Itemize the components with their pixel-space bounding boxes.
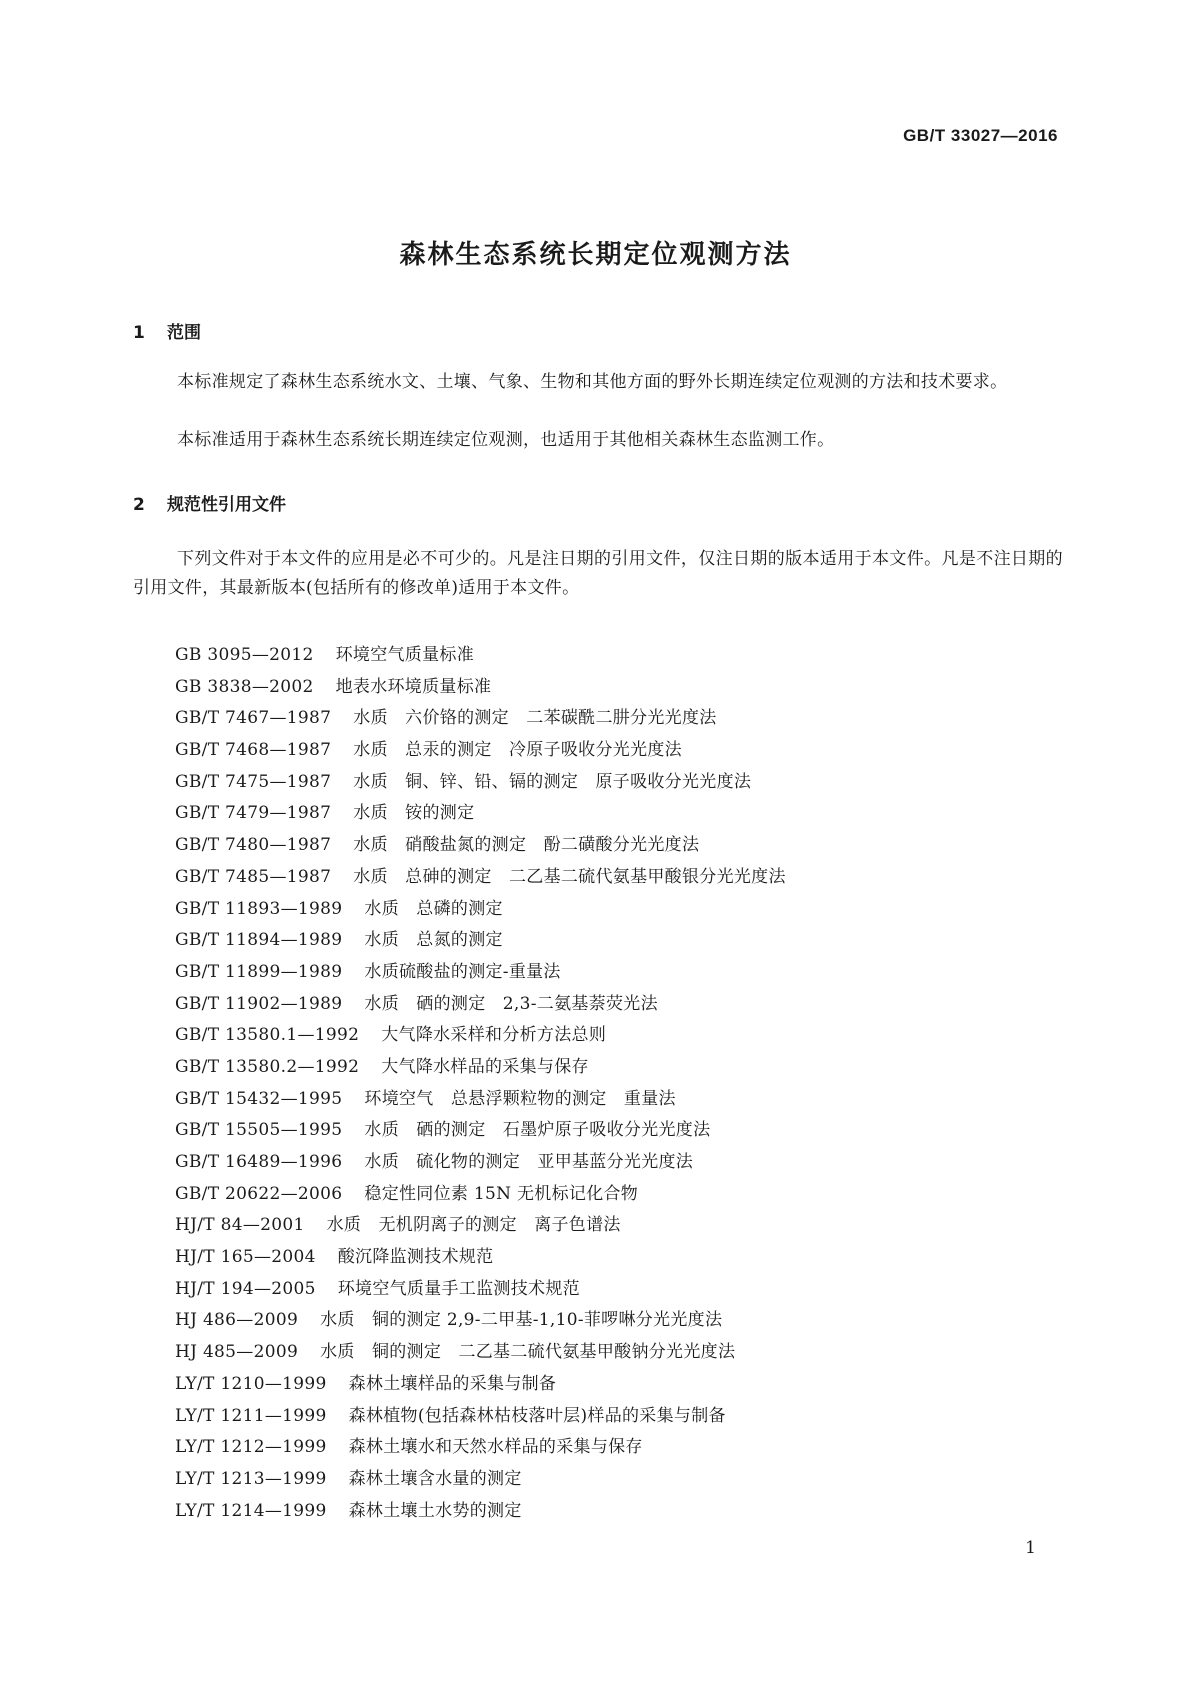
reference-code: HJ/T 194—2005: [175, 1278, 316, 1299]
scope-paragraph-1: 本标准规定了森林生态系统水文、土壤、气象、生物和其他方面的野外长期连续定位观测的方法和技术要求。: [177, 372, 1008, 392]
reference-item: [175, 1179, 786, 1211]
section-number: 1: [133, 323, 145, 343]
reference-code: GB/T 15432—1995: [175, 1088, 343, 1109]
standard-code: GB/T 33027—2016: [903, 126, 1058, 145]
reference-code: HJ/T 165—2004: [175, 1247, 316, 1268]
reference-code: GB/T 13580.1—1992: [175, 1025, 360, 1046]
reference-code: GB/T 20622—2006: [175, 1183, 343, 1204]
reference-item: [175, 1210, 786, 1242]
reference-title: 森林土壤含水量的测定: [348, 1468, 522, 1489]
reference-item: [175, 957, 786, 989]
reference-code: GB 3838—2002: [175, 676, 314, 697]
reference-code: GB/T 7480—1987: [175, 835, 332, 856]
reference-code: GB/T 11894—1989: [175, 930, 343, 951]
reference-title: 水质 总汞的测定 冷原子吸收分光光度法: [353, 740, 682, 761]
reference-item: [175, 1242, 786, 1274]
reference-title: 环境空气质量手工监测技术规范: [337, 1278, 580, 1299]
page-number: 1: [1025, 1538, 1036, 1558]
reference-code: GB/T 11902—1989: [175, 993, 343, 1014]
reference-code: GB/T 15505—1995: [175, 1120, 343, 1141]
reference-item: [175, 894, 786, 926]
reference-title: 水质 无机阴离子的测定 离子色谱法: [326, 1215, 621, 1236]
reference-code: GB/T 11899—1989: [175, 961, 343, 982]
reference-title: 森林土壤土水势的测定: [348, 1500, 522, 1521]
reference-item: [175, 1401, 786, 1433]
reference-item: [175, 1432, 786, 1464]
section-number: 2: [133, 495, 145, 515]
reference-title: 水质 铜、锌、铅、镉的测定 原子吸收分光光度法: [353, 771, 752, 792]
reference-code: HJ 485—2009: [175, 1342, 299, 1363]
reference-title: 水质 硒的测定 2,3-二氨基萘荧光法: [364, 993, 658, 1014]
reference-code: LY/T 1210—1999: [175, 1373, 327, 1394]
reference-item: [175, 1305, 786, 1337]
reference-title: 森林土壤水和天然水样品的采集与保存: [348, 1437, 643, 1458]
reference-title: 水质 总砷的测定 二乙基二硫代氨基甲酸银分光光度法: [353, 866, 786, 887]
reference-item: [175, 1052, 786, 1084]
reference-title: 水质 铜的测定 2,9-二甲基-1,10-菲啰啉分光光度法: [320, 1310, 723, 1331]
reference-item: [175, 989, 786, 1021]
section-heading-normative-references: [133, 490, 286, 515]
reference-code: GB 3095—2012: [175, 645, 314, 665]
reference-title: 地表水环境质量标准: [335, 676, 492, 697]
reference-item: [175, 1115, 786, 1147]
reference-code: GB/T 11893—1989: [175, 898, 343, 919]
reference-code: LY/T 1211—1999: [175, 1405, 327, 1426]
reference-item: [175, 1147, 786, 1179]
reference-code: LY/T 1212—1999: [175, 1437, 327, 1458]
reference-item: [175, 767, 786, 799]
reference-code: HJ 486—2009: [175, 1310, 299, 1331]
reference-code: HJ/T 84—2001: [175, 1215, 305, 1236]
reference-title: 大气降水采样和分析方法总则: [381, 1025, 607, 1046]
reference-item: [175, 1496, 786, 1528]
reference-item: [175, 798, 786, 830]
scope-paragraph-2: 本标准适用于森林生态系统长期连续定位观测，也适用于其他相关森林生态监测工作。: [177, 430, 835, 450]
reference-item: [175, 862, 786, 894]
reference-title: 酸沉降监测技术规范: [337, 1247, 494, 1268]
document-title: 森林生态系统长期定位观测方法: [399, 240, 792, 270]
section-title: 规范性引用文件: [167, 495, 286, 515]
reference-title: 环境空气质量标准: [335, 645, 475, 665]
reference-item: [175, 640, 786, 672]
reference-title: 水质 铜的测定 二乙基二硫代氨基甲酸钠分光光度法: [320, 1342, 736, 1363]
section-title: 范围: [167, 323, 201, 343]
reference-title: 水质 硒的测定 石墨炉原子吸收分光光度法: [364, 1120, 711, 1141]
reference-title: 水质 总氮的测定: [364, 930, 503, 951]
reference-item: [175, 1464, 786, 1496]
reference-item: [175, 1084, 786, 1116]
reference-title: 水质 六价铬的测定 二苯碳酰二肼分光光度法: [353, 708, 717, 729]
reference-code: GB/T 7479—1987: [175, 803, 332, 824]
reference-code: GB/T 16489—1996: [175, 1152, 343, 1172]
reference-item: [175, 703, 786, 735]
reference-title: 水质 铵的测定: [353, 803, 475, 824]
reference-item: [175, 1337, 786, 1369]
reference-item: [175, 830, 786, 862]
reference-title: 环境空气 总悬浮颗粒物的测定 重量法: [364, 1088, 676, 1109]
reference-code: GB/T 7485—1987: [175, 866, 332, 887]
reference-title: 森林土壤样品的采集与制备: [348, 1373, 557, 1394]
reference-code: LY/T 1213—1999: [175, 1468, 327, 1489]
reference-title: 大气降水样品的采集与保存: [381, 1056, 589, 1077]
reference-code: LY/T 1214—1999: [175, 1500, 327, 1521]
section-heading-scope: [133, 318, 201, 343]
reference-code: GB/T 13580.2—1992: [175, 1056, 360, 1077]
reference-title: 水质硫酸盐的测定-重量法: [364, 961, 561, 982]
reference-title: 水质 总磷的测定: [364, 898, 503, 919]
reference-code: GB/T 7467—1987: [175, 708, 332, 729]
reference-item: [175, 1020, 786, 1052]
reference-item: [175, 735, 786, 767]
reference-title: 水质 硝酸盐氮的测定 酚二磺酸分光光度法: [353, 835, 700, 856]
reference-list: [175, 640, 786, 1527]
reference-item: [175, 925, 786, 957]
reference-title: 稳定性同位素 15N 无机标记化合物: [364, 1183, 639, 1204]
reference-item: [175, 1274, 786, 1306]
reference-item: [175, 672, 786, 704]
reference-code: GB/T 7468—1987: [175, 740, 332, 761]
references-intro-paragraph: 下列文件对于本文件的应用是必不可少的。凡是注日期的引用文件，仅注日期的版本适用于本文件。凡是不注日期的引用文件，其最新版本(包括所有的修改单)适用于本文件。: [133, 549, 1063, 598]
reference-title: 森林植物(包括森林枯枝落叶层)样品的采集与制备: [348, 1405, 726, 1426]
reference-title: 水质 硫化物的测定 亚甲基蓝分光光度法: [364, 1152, 694, 1172]
reference-item: [175, 1369, 786, 1401]
reference-code: GB/T 7475—1987: [175, 771, 332, 792]
